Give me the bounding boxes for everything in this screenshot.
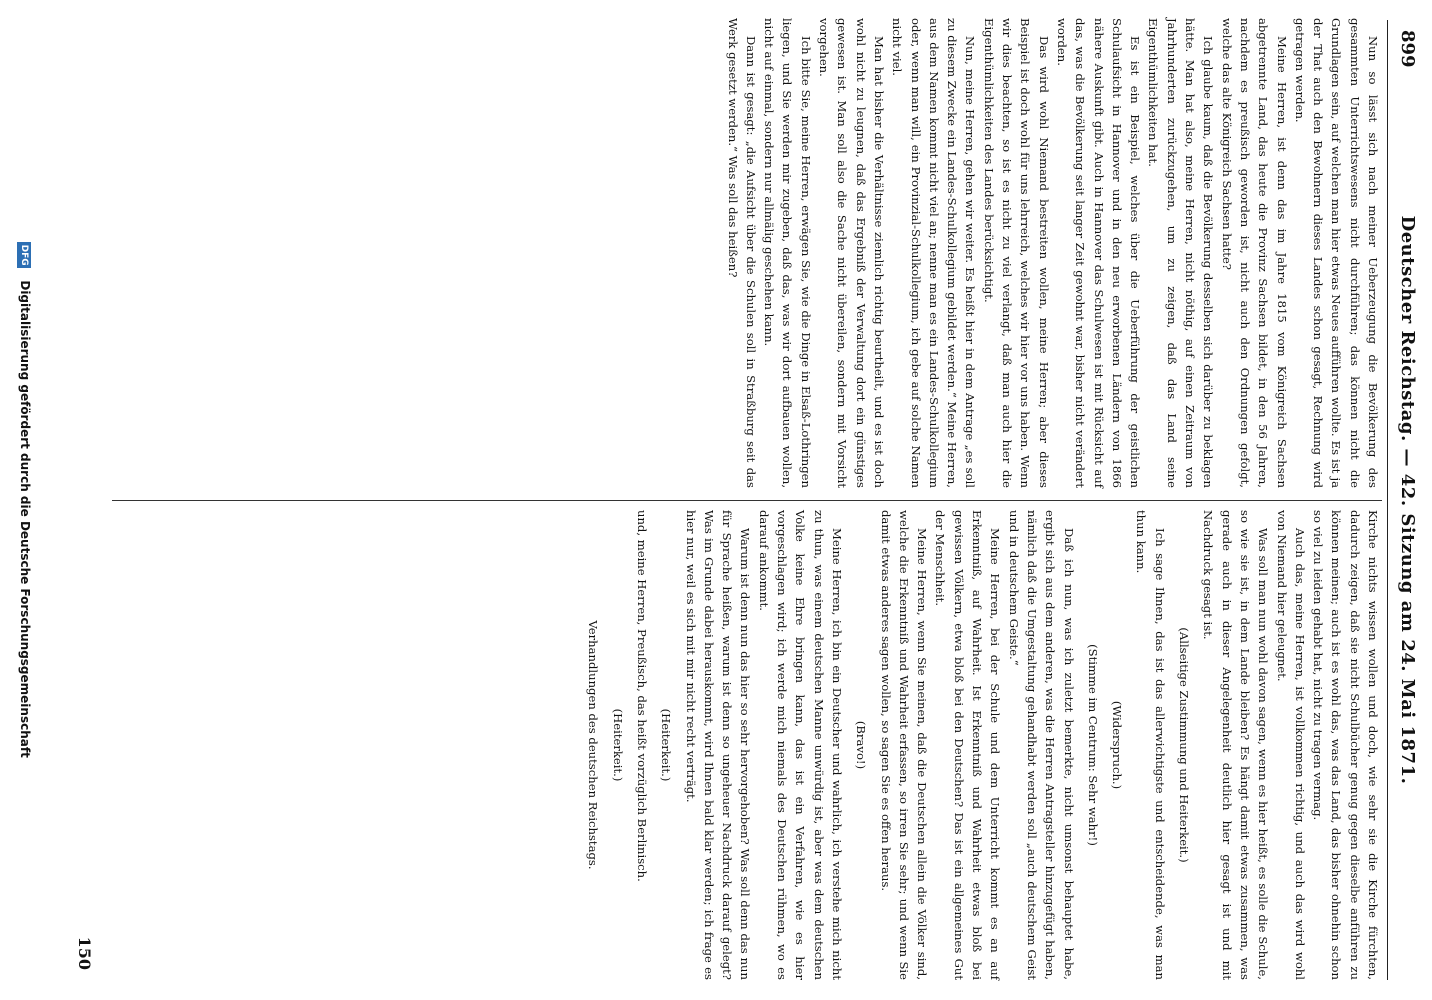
running-header — [1392, 0, 1432, 1000]
paragraph: Was soll man nun wohl davon sagen, wenn es hier heißt, es solle die Schule, so wie sie ist, in dem Lande bleiben? Es hängt damit etwas zusammen, was gerade auch in dieser Angelegenheit deutlich hier gesagt ist und mit Nachdruck gesagt ist. — [1201, 510, 1271, 980]
digitization-credit: Digitalisierung gefördert durch die Deutsche Forschungsgemeinschaft — [18, 280, 32, 758]
header-rule — [1387, 20, 1388, 980]
paragraph: Ich sage Ihnen, das ist das allerwichtigste und entscheidende, was man thun kann. — [1134, 510, 1167, 980]
paragraph: Ich bitte Sie, meine Herren, erwägen Sie, wie die Dinge in Elsaß-Lothringen liegen, und Sie werden mir zugeben, daß das, was wir dort aufbauen wollen, nicht auf einmal, sondern nur allmälig geschehen kann. — [762, 18, 813, 488]
paragraph: Auch das, meine Herren, ist vollkommen richtig, und auch das wird wohl von Niemand hier geleugnet. — [1274, 510, 1307, 980]
stage-direction: (Bravo!) — [854, 720, 869, 770]
paragraph: Nun, meine Herren, gehen wir weiter. Es heißt hier in dem Antrage „es soll zu diesem Zwecke ein Landes-Schulkollegium gebildet werden.“ Meine Herren, aus dem Namen kommt nicht viel an; nenne man es ein Landes-Schulkollegium oder, wenn man will, ein Provinzial-Schulkollegium, ich gebe auf solche Namen nicht viel. — [890, 18, 978, 488]
paragraph: Ich glaube kaum, daß die Bevölkerung desselben sich darüber zu beklagen hätte. Man hat also, meine Herren, nicht nöthig, auf einen Zeitraum von Jahrhunderten zurückzugehen, um zu zeigen, daß das Land seine Eigenthümlichkeiten hat. — [1146, 18, 1216, 488]
stage-direction: (Widerspruch.) — [1110, 700, 1125, 790]
right-column — [578, 510, 1382, 980]
paragraph: und, meine Herren, Preußisch, das heißt vorzüglich Berlinisch. — [635, 510, 650, 882]
stage-direction: (Heiterkeit.) — [659, 708, 674, 782]
paragraph: Daß ich nun, was ich zuletzt bemerkte, nicht umsonst behauptet habe, ergibt sich aus dem anderen, was die Herren Antragsteller hinzugefügt haben, nämlich daß die Umgestaltung gehandhabt werden soll „auch deutschem Geist und in deutschem Geiste.“ — [1006, 510, 1076, 980]
paragraph: Meine Herren, bei der Schule und dem Unterricht kommt es an auf Erkenntniß, auf Wahrheit. Ist Erkenntniß und Wahrheit etwas bloß bei gewissen Völkern, etwa bloß bei den Deutschen? Das ist ein allgemeines Gut der Menschheit. — [933, 510, 1003, 980]
folio: 899 — [1397, 30, 1418, 68]
paragraph: Kirche nichts wissen wollen und doch, wie sehr sie die Kirche fürchten, dadurch zeigen, daß sie nicht Schulbücher genug gegen dieselbe anführen zu können meinen; auch ist es wohl das, was das Land, das bisher ohnehin schon so viel zu leiden gehabt hat, nicht zu tragen vermag. — [1311, 510, 1380, 980]
paragraph: Dann ist gesagt: „die Aufsicht über die Schulen soll in Straßburg seit das Werk gesetzt werden.“ Was soll das heißen? — [725, 18, 758, 488]
column-divider — [112, 500, 1382, 501]
paragraph: Warum ist denn nun das hier so sehr hervorgehoben? Was soll denn das nun für Sprache heißen, warum ist denn so ungeheuer Nachdruck darauf gelegt? Was im Grunde dabei herauskommt, wird Ihnen bald klar werden; ich frage es hier nur, weil es sich mit mir nicht recht verträgt. — [683, 510, 753, 980]
paragraph: Meine Herren, ich bin ein Deutscher und wahrlich, ich verstehe mich nicht zu thun, was einem deutschen Manne unwürdig ist, aber was dem deutschen Volke keine Ehre bringen kann, das ist ein Verfahren, wie es hier vorgeschlagen wird; ich werde mich niemals des Deutschen rühmen, wo es darauf ankommt. — [756, 510, 844, 980]
paragraph: Das wird wohl Niemand bestreiten wollen, meine Herren; aber dieses Beispiel ist doch wohl für uns lehrreich, welches wir hier vor uns haben. Wenn wir dies beachten, so ist es nicht zu viel verlangt, daß man auch hier die Eigenthümlichkeiten des Landes berücksichtigt. — [981, 18, 1051, 488]
paragraph: Es ist ein Beispiel, welches über die Ueberführung der geistlichen Schulaufsicht in Hannover und in den neu erworbenen Ländern von 1866 nähere Auskunft gibt. Auch in Hannover das Schulwesen ist mit Rücksicht auf das, was die Bevölkerung seit langer Zeit gewohnt war, bisher nicht verändert worden. — [1054, 18, 1143, 488]
dfg-logo-icon: DFG — [18, 242, 32, 268]
running-title: Deutscher Reichstag. — 42. Sitzung am 24. Mai 1871. — [1397, 215, 1418, 785]
paragraph: Man hat bisher die Verhältnisse ziemlich richtig beurtheilt, und es ist doch wohl nicht zu leugnen, daß das Ergebniß der Verwaltung dort ein günstiges gewesen ist. Man soll also die Sache nicht übereilen, sondern mit Vorsicht vorgehen. — [817, 18, 886, 488]
stage-direction: (Allseitige Zustimmung und Heiterkeit.) — [1177, 627, 1192, 863]
paragraph: Meine Herren, wenn Sie meinen, daß die Deutschen allein die Völker sind, welche die Erkenntniß und Wahrheit erfassen, so irren Sie sehr; und wenn Sie damit etwas anderes sagen wollen, so sagen Sie es offen heraus. — [878, 510, 930, 980]
signature-line: Verhandlungen des deutschen Reichstags. — [586, 620, 601, 870]
page-number: 150 — [75, 936, 94, 970]
paragraph: Nun so lässt sich nach meiner Ueberzeugung die Bevölkerung des gesammten Unterrichtswesens nicht durchführen; das können nicht die Grundlagen sein, auf welchen man hier etwas Neues aufführen wollte. Es ist ja der That auch den Bewohnern dieses Landes schon gesagt, Rechnung wird getragen werden. — [1292, 18, 1380, 488]
stage-direction: (Stimme im Centrum: Sehr wahr!) — [1085, 644, 1100, 846]
paragraph: Meine Herren, ist denn das im Jahre 1815 vom Königreich Sachsen abgetrennte Land, das heute die Provinz Sachsen bildet, in den 56 Jahren, nachdem es preußisch geworden ist, nicht auch den Ordnungen gefolgt, welche das alte Königreich Sachsen hatte? — [1219, 18, 1289, 488]
left-column — [723, 18, 1382, 488]
stage-direction: (Heiterkeit.) — [610, 708, 625, 782]
digitization-footer — [8, 0, 32, 1000]
